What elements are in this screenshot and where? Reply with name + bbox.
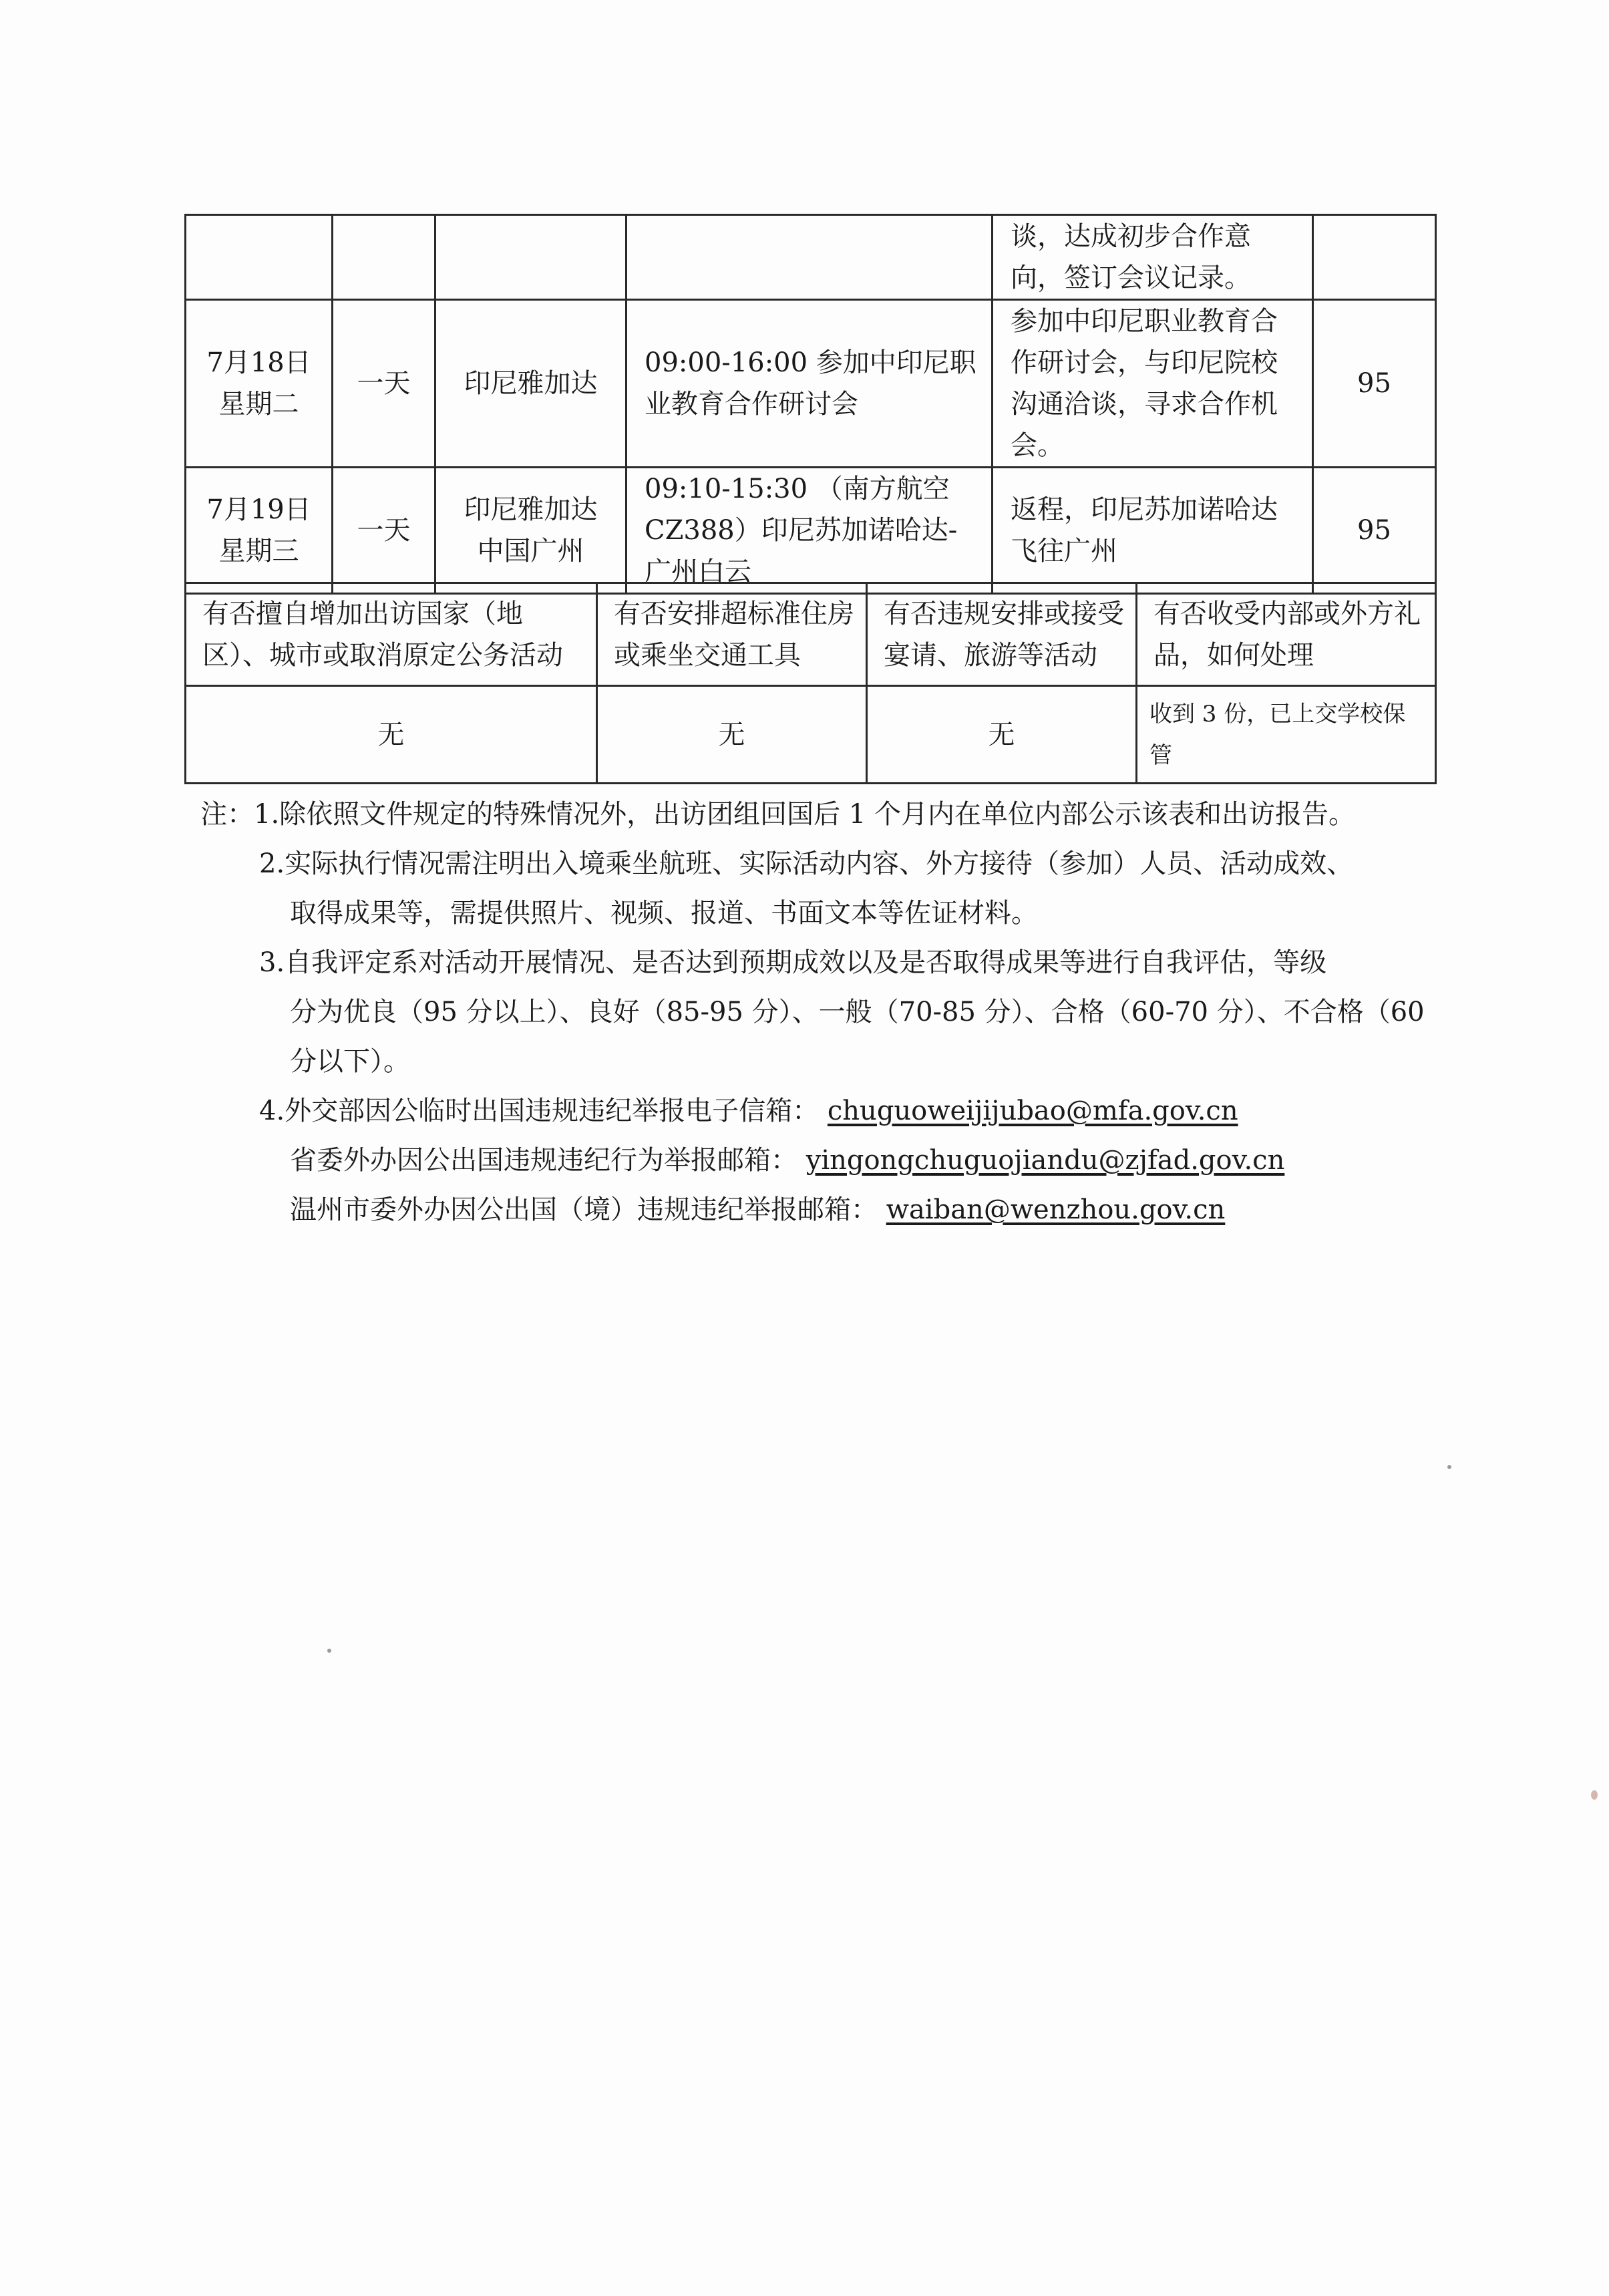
activity-cell: 09:10-15:30 （南方航空CZ388）印尼苏加诺哈达-广州白云: [627, 468, 993, 594]
result-cell: 谈，达成初步合作意向，签订会议记录。: [993, 215, 1313, 300]
note-6-label: 温州市委外办因公出国（境）违规违纪举报邮箱：: [290, 1194, 878, 1225]
note-3: 3.自我评定系对活动开展情况、是否达到预期成效以及是否取得成果等进行自我评估，等级: [259, 947, 1327, 978]
result-cell: 返程，印尼苏加诺哈达飞往广州: [993, 468, 1313, 594]
score-cell: [1313, 215, 1436, 300]
scan-speck: [1447, 1465, 1451, 1469]
activity-cell: [627, 215, 993, 300]
check-header: 有否违规安排或接受宴请、旅游等活动: [867, 583, 1137, 686]
schedule-table: [184, 214, 1437, 595]
note-4-label: 4.外交部因公临时出国违规违纪举报电子信箱：: [259, 1096, 820, 1126]
check-header: 有否擅自增加出访国家（地区）、城市或取消原定公务活动: [186, 583, 597, 686]
check-answer: 无: [867, 686, 1137, 784]
location-cell: 印尼雅加达: [435, 300, 627, 468]
activity-cell: 09:00-16:00 参加中印尼职业教育合作研讨会: [627, 300, 993, 468]
note-3-cont: 分为优良（95 分以上）、良好（85-95 分）、一般（70-85 分）、合格（60-70 分）、不合格（60: [290, 997, 1425, 1027]
note-5-label: 省委外办因公出国违规违纪行为举报邮箱：: [290, 1145, 797, 1176]
check-header: 有否收受内部或外方礼品，如何处理: [1137, 583, 1436, 686]
date-cell: [186, 215, 333, 300]
score-cell: 95: [1313, 468, 1436, 594]
zjfad-report-email[interactable]: yingongchuguojiandu@zjfad.gov.cn: [806, 1145, 1285, 1176]
table-row: [186, 583, 1436, 686]
note-2: 2.实际执行情况需注明出入境乘坐航班、实际活动内容、外方接待（参加）人员、活动成效、: [259, 848, 1354, 879]
check-answer: 无: [186, 686, 597, 784]
note-1: 注：1.除依照文件规定的特殊情况外，出访团组回国后 1 个月内在单位内部公示该表和出访报告。: [200, 799, 1356, 830]
note-3-cont2: 分以下）。: [290, 1046, 410, 1077]
compliance-table: [184, 582, 1437, 784]
wenzhou-report-email[interactable]: waiban@wenzhou.gov.cn: [886, 1194, 1226, 1225]
notes-section: [200, 790, 1456, 1235]
duration-cell: [333, 215, 435, 300]
scan-speck: [327, 1649, 331, 1653]
note-5: [200, 1136, 1456, 1185]
duration-cell: 一天: [333, 468, 435, 594]
location-cell: 印尼雅加达 中国广州: [435, 468, 627, 594]
duration-cell: 一天: [333, 300, 435, 468]
check-answer: 收到 3 份，已上交学校保管: [1137, 686, 1436, 784]
note-6: [200, 1185, 1456, 1235]
note-2-cont: 取得成果等，需提供照片、视频、报道、书面文本等佐证材料。: [290, 898, 1038, 929]
table-row: [186, 215, 1436, 300]
table-row: [186, 300, 1436, 468]
table-row: [186, 468, 1436, 594]
score-cell: 95: [1313, 300, 1436, 468]
location-cell: [435, 215, 627, 300]
table-row: [186, 686, 1436, 784]
mfa-report-email[interactable]: chuguoweijijubao@mfa.gov.cn: [827, 1096, 1238, 1126]
check-header: 有否安排超标准住房或乘坐交通工具: [597, 583, 867, 686]
date-cell: 7月18日 星期二: [186, 300, 333, 468]
check-answer: 无: [597, 686, 867, 784]
note-4: [200, 1086, 1456, 1136]
result-cell: 参加中印尼职业教育合作研讨会，与印尼院校沟通洽谈，寻求合作机会。: [993, 300, 1313, 468]
scan-speck: [1591, 1790, 1598, 1800]
date-cell: 7月19日 星期三: [186, 468, 333, 594]
